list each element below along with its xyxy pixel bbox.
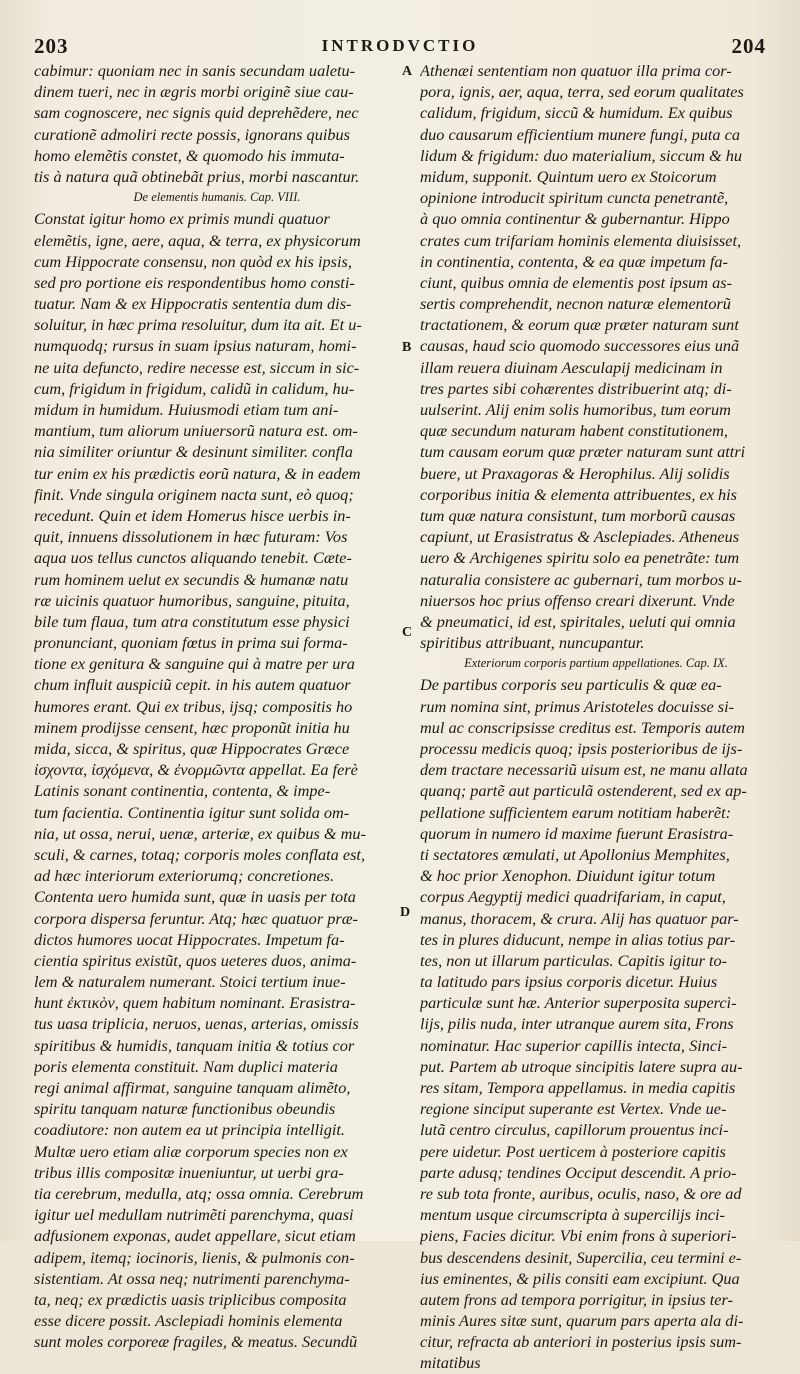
right-column-line: processu medicis quoq; ipsis posterioribus de ijs- xyxy=(420,739,743,758)
right-column-line: dem tractare necessariũ uisum est, ne manu allata xyxy=(420,760,748,780)
left-column-line: coadiutore: non autem ea ut principia intelligit. xyxy=(34,1120,345,1140)
left-column-line: aqua uos tellus cunctos aliquando tenebit. Cæte- xyxy=(34,548,352,568)
left-column-line: sunt moles corporeæ fragiles, & meatus. Secundũ xyxy=(34,1332,358,1352)
right-column-line: res sitam, Tempora appellamus. in media capitis xyxy=(420,1078,736,1097)
right-column-line: opinione introducit spiritum cuncta penetrantẽ, xyxy=(420,188,729,208)
right-column-line: tractationem, & eorum quæ præter naturam sunt xyxy=(420,315,739,335)
left-column-line: bile tum flaua, tum atra constitutum esse physici xyxy=(34,611,350,631)
right-column-line: causas, haud scio quomodo successores eius unã xyxy=(420,336,740,356)
right-column-line: spiritibus attribuant, nuncupantur. xyxy=(420,633,645,653)
left-column-line: mantium, tum aliorum uniuersorũ natura est. om- xyxy=(34,421,358,441)
right-column-line: illam reuera diuinam Aesculapij medicinam in xyxy=(420,357,723,377)
right-column-line: calidum, frigidum, siccũ & humidum. Ex quibus xyxy=(420,103,733,123)
right-column-line: nominatur. Hac superior capillis intecta, Sinci- xyxy=(420,1035,728,1055)
left-column-line: sam cognoscere, nec signis quid deprehẽdere, nec xyxy=(34,103,359,123)
left-column-line: poris elementa constituit. Nam duplici materia xyxy=(34,1056,338,1076)
right-column-line: citur, refracta ab anteriori in posterius ipsis sum- xyxy=(420,1332,742,1352)
running-title: INTRODVCTIO xyxy=(321,36,479,55)
right-column-line: in continentia, contenta, & ea quæ impetum fa- xyxy=(420,251,728,271)
left-column-line: elemẽtis, igne, aere, aqua, & terra, ex physicorum xyxy=(34,230,361,250)
right-column-line: lidum & frigidum: duo materialium, siccum & hu xyxy=(420,145,742,165)
left-column-line: regi animal affirmat, sanguine tanquam alimẽto, xyxy=(34,1078,351,1097)
margin-letter-c: C xyxy=(402,625,413,640)
page-header xyxy=(0,34,800,62)
left-column-line: ne uita defuncto, redire necesse est, siccum in sic- xyxy=(34,357,360,377)
right-column-line: niuersos hoc prius offenso creari dixerunt. Vnde xyxy=(420,590,735,610)
left-column-line: sed pro portione eis respondentibus homo consti- xyxy=(34,272,355,292)
right-column-line: uero & Archigenes spiritu solo ea penetrãte: tum xyxy=(420,548,740,568)
left-column-line: cabimur: quoniam nec in sanis secundam ualetu- xyxy=(34,61,356,80)
left-column-line: igitur uel medullam nutrimẽti parenchyma, quasi xyxy=(34,1205,354,1225)
left-column-line: sistentiam. At ossa neq; nutrimenti parenchyma- xyxy=(34,1268,350,1288)
right-column-line: lutã centro circulus, capillorum prouentus inci- xyxy=(420,1120,729,1140)
left-column-line: tuatur. Nam & ex Hippocratis sententia dum dis- xyxy=(34,294,352,314)
left-column-line: De elementis humanis. Cap. VIII. xyxy=(133,190,301,205)
right-column-line: Exteriorum corporis partium appellationes. Cap. IX. xyxy=(464,656,728,671)
left-column-line: numquodq; rursus in suam ipsius naturam, homi- xyxy=(34,336,357,356)
left-column-line: dinem tueri, nec in ægris morbi originẽ siue cau- xyxy=(34,82,354,102)
right-column-line: mentum usque circumscripta à supercilijs inci- xyxy=(420,1205,725,1225)
left-column-line: tia cerebrum, medulla, atq; ossa omnia. Cerebrum xyxy=(34,1183,364,1203)
right-column-line: tes, non ut illarum particulas. Capitis igitur to- xyxy=(420,950,728,970)
right-column-line: rum nomina sint, primus Aristoteles docuisse si- xyxy=(420,696,735,716)
left-column-line: sculi, & carnes, totaq; corporis moles conflata est, xyxy=(34,844,366,864)
right-column-line: pora, ignis, aer, aqua, terra, sed eorum qualitates xyxy=(420,82,744,102)
right-column-line: ti sectatores æmulati, ut Apollonius Memphites, xyxy=(420,844,730,864)
left-column-line: cum Hippocrate consensu, non quòd ex his ipsis, xyxy=(34,251,352,271)
left-column-line: hunt ἐκτικὸν, quem habitum nominant. Erasistra- xyxy=(34,993,356,1013)
left-column-line: cientia spiritus existũt, quos ueteres duos, anima- xyxy=(34,950,357,970)
right-column-line: midum, supponit. Quintum uero ex Stoicorum xyxy=(420,166,717,186)
right-column-line: quorum in numero id maxime fuerunt Erasistra- xyxy=(420,823,734,843)
right-column-line: minis Aures sitæ sunt, quarum pars aperta ala di- xyxy=(420,1311,744,1331)
left-column-line: ἰσχοντα, ἰσχόμενα, & ἐνορμῶντα appellat. Ea ferè xyxy=(34,760,358,780)
right-column-line: quanq; partẽ aut particulã ostenderent, sed ex ap- xyxy=(420,781,747,801)
left-column-line: tus uasa triplicia, neruos, uenas, arterias, omissis xyxy=(34,1014,359,1034)
left-column-line: pronunciant, quoniam fœtus in prima sui forma- xyxy=(34,633,348,653)
left-column-line: tribus illis compositæ inueniuntur, ut uerbi gra- xyxy=(34,1162,344,1182)
right-column-line: ius eminentes, & pilis consiti eam excipiunt. Qua xyxy=(420,1268,740,1288)
right-column-line: tes in plures diducunt, nempe in alias totius par- xyxy=(420,929,736,949)
right-column-line: quæ secundum naturam habent constitutionem, xyxy=(420,421,728,441)
page-number-right: 204 xyxy=(731,34,766,58)
right-column-line: corporibus initia & elementa attribuentes, ex his xyxy=(420,484,737,504)
right-column-line: duo causarum efficientium munere fungi, puta ca xyxy=(420,124,740,144)
left-column-line: ræ uicinis quatuor humoribus, sanguine, pituita, xyxy=(34,590,350,610)
right-column-line: mitatibus xyxy=(420,1353,481,1373)
right-column-line: Athenæi sententiam non quatuor illa prima cor- xyxy=(420,61,732,80)
right-column-line: tum quæ natura consistunt, tum morborũ causas xyxy=(420,505,736,525)
left-column-line: adipem, itemq; iocinoris, lienis, & pulmonis con- xyxy=(34,1247,355,1267)
right-column-line: à quo omnia continentur & gubernantur. Hippo xyxy=(420,209,730,229)
margin-letter-b: B xyxy=(402,340,412,355)
right-column-line: ta latitudo pars ipsius corporis dicetur. Huius xyxy=(420,972,718,992)
right-column-line: tres partes sibi cohærentes distribuerint atq; di- xyxy=(420,378,732,398)
left-column-line: nia, ut ossa, nerui, uenæ, arteriæ, ex quibus & mu- xyxy=(34,823,366,843)
right-column-line: naturalia consistere ac gubernari, tum morbos u- xyxy=(420,569,742,589)
left-text-column xyxy=(34,60,400,1352)
left-column-line: tione ex genitura & sanguine qui à matre per ura xyxy=(34,654,355,674)
left-column-line: recedunt. Quin et idem Homerus hisce uerbis in- xyxy=(34,505,351,525)
left-column-line: ad hæc interiorum exteriorumq; concretiones. xyxy=(34,866,335,886)
left-column-line: tum facientia. Continentia igitur sunt solida om- xyxy=(34,802,350,822)
page-number-left: 203 xyxy=(34,34,69,58)
left-column-line: esse dicere possit. Asclepiadi hominis elementa xyxy=(34,1311,343,1331)
left-column-line: cum, frigidum in frigidum, calidũ in calidum, hu- xyxy=(34,378,355,398)
right-column-line: buere, ut Praxagoras & Herophilus. Alij solidis xyxy=(420,463,730,483)
left-column-line: Multæ uero etiam aliæ corporum species non ex xyxy=(34,1141,348,1161)
right-column-line: bus descendens desinit, Supercilia, ceu termini e- xyxy=(420,1247,742,1267)
right-column-line: sertis comprehendit, necnon naturæ elementorũ xyxy=(420,294,731,314)
left-column-line: Contenta uero humida sunt, quæ in uasis per tota xyxy=(34,887,356,907)
left-column-line: tis à natura quã obtinebãt prius, morbi nascantur. xyxy=(34,166,360,186)
left-column-line: minem prodijsse censent, hæc proponũt initia hu xyxy=(34,717,350,737)
left-column-line: spiritibus & humidis, tanquam initia & totius cor xyxy=(34,1035,355,1055)
left-column-line: soluitur, in hæc prima resoluitur, dum ita ait. Et u- xyxy=(34,315,362,335)
left-column-line: mida, sicca, & spiritus, quæ Hippocrates Græce xyxy=(34,739,350,758)
left-column-line: Latinis sonant continentia, contenta, & impe- xyxy=(34,781,331,801)
left-column-line: ta, neq; ex prædictis uasis triplicibus composita xyxy=(34,1289,347,1309)
right-column-line: uulserint. Alij enim solis humoribus, tum eorum xyxy=(420,400,731,419)
right-column-line: lijs, pilis nuda, inter utranque aurem sita, Frons xyxy=(420,1014,734,1034)
left-column-line: Constat igitur homo ex primis mundi quatuor xyxy=(34,209,330,229)
left-column-line: quit, innuens dissolutionem in hæc futuram: Vos xyxy=(34,527,348,547)
left-column-line: midum in humidum. Huiusmodi etiam tum ani- xyxy=(34,400,339,419)
right-column-line: tum causam eorum quæ præter naturam sunt attri xyxy=(420,442,746,462)
right-column-line: corpus Aegyptij medici quadrifariam, in caput, xyxy=(420,887,726,907)
right-column-line: piens, Facies dicitur. Vbi enim frons à superiori- xyxy=(420,1226,737,1246)
left-column-line: nia similiter oriuntur & desinunt similiter. confla xyxy=(34,442,353,462)
right-column-line: & pneumatici, id est, spiritales, ueluti qui omnia xyxy=(420,611,736,631)
right-column-line: crates cum trifariam hominis elementa diuisisset, xyxy=(420,230,742,250)
right-column-line: autem frons ad tempora porrigitur, in ipsius ter- xyxy=(420,1289,733,1309)
left-column-line: tur enim ex his prædictis eorũ natura, & in eadem xyxy=(34,463,361,483)
right-column-line: manus, thoracem, & crura. Alij has quatuor par- xyxy=(420,908,739,928)
right-column-line: particulæ sunt hæ. Anterior superposita supercì- xyxy=(420,993,737,1013)
left-column-line: curationẽ admoliri recte possis, ignorans quibus xyxy=(34,124,350,144)
left-column-line: adfusionem exponas, audet appellare, sicut etiam xyxy=(34,1226,356,1246)
left-column-line: dictos humores uocat Hippocrates. Impetum fa- xyxy=(34,929,345,949)
right-column-line: re sub tota fronte, auribus, oculis, naso, & ore ad xyxy=(420,1183,742,1203)
right-column-line: pere uidetur. Post uerticem à posteriore capitis xyxy=(420,1141,726,1161)
margin-letter-d: D xyxy=(400,905,411,920)
left-column-line: spiritu tanquam naturæ functionibus obeundis xyxy=(34,1099,336,1119)
right-column-line: & hoc prior Xenophon. Diuidunt igitur totum xyxy=(420,866,716,886)
right-column-line: pellatione sufficientem earum notitiam haberẽt: xyxy=(420,802,732,822)
left-column-line: lem & naturalem numerant. Stoici tertium inue- xyxy=(34,972,346,992)
right-text-column xyxy=(420,60,772,1374)
right-column-line: put. Partem ab utroque sincipitis latere supra au- xyxy=(420,1056,743,1076)
right-column-line: De partibus corporis seu particulis & quæ ea- xyxy=(420,675,722,695)
right-column-line: parte adusq; tendines Occiput descendit. A prio- xyxy=(420,1162,737,1182)
left-column-line: finit. Vnde singula originem nacta sunt, eò quoq; xyxy=(34,484,354,504)
right-column-line: regione sinciput superante est Vertex. Vnde ue- xyxy=(420,1099,727,1119)
left-column-line: chum influit auspiciũ cepit. in his autem quatuor xyxy=(34,675,351,695)
left-column-line: rum hominem uelut ex secundis & humanæ natu xyxy=(34,569,349,589)
left-column-line: homo elemẽtis constet, & quomodo his immuta- xyxy=(34,145,345,165)
left-column-line: humores erant. Qui ex tribus, ijsq; compositis ho xyxy=(34,696,353,716)
right-column-line: mul ac conscripsisse creditus est. Temporis autem xyxy=(420,717,745,737)
right-column-line: capiunt, ut Erasistratus & Asclepiades. Atheneus xyxy=(420,527,740,547)
right-column-line: ciunt, quibus omnia de elementis post ipsum as- xyxy=(420,272,733,292)
margin-letter-a: A xyxy=(402,64,413,79)
left-column-line: corpora dispersa feruntur. Atq; hæc quatuor præ- xyxy=(34,908,358,928)
